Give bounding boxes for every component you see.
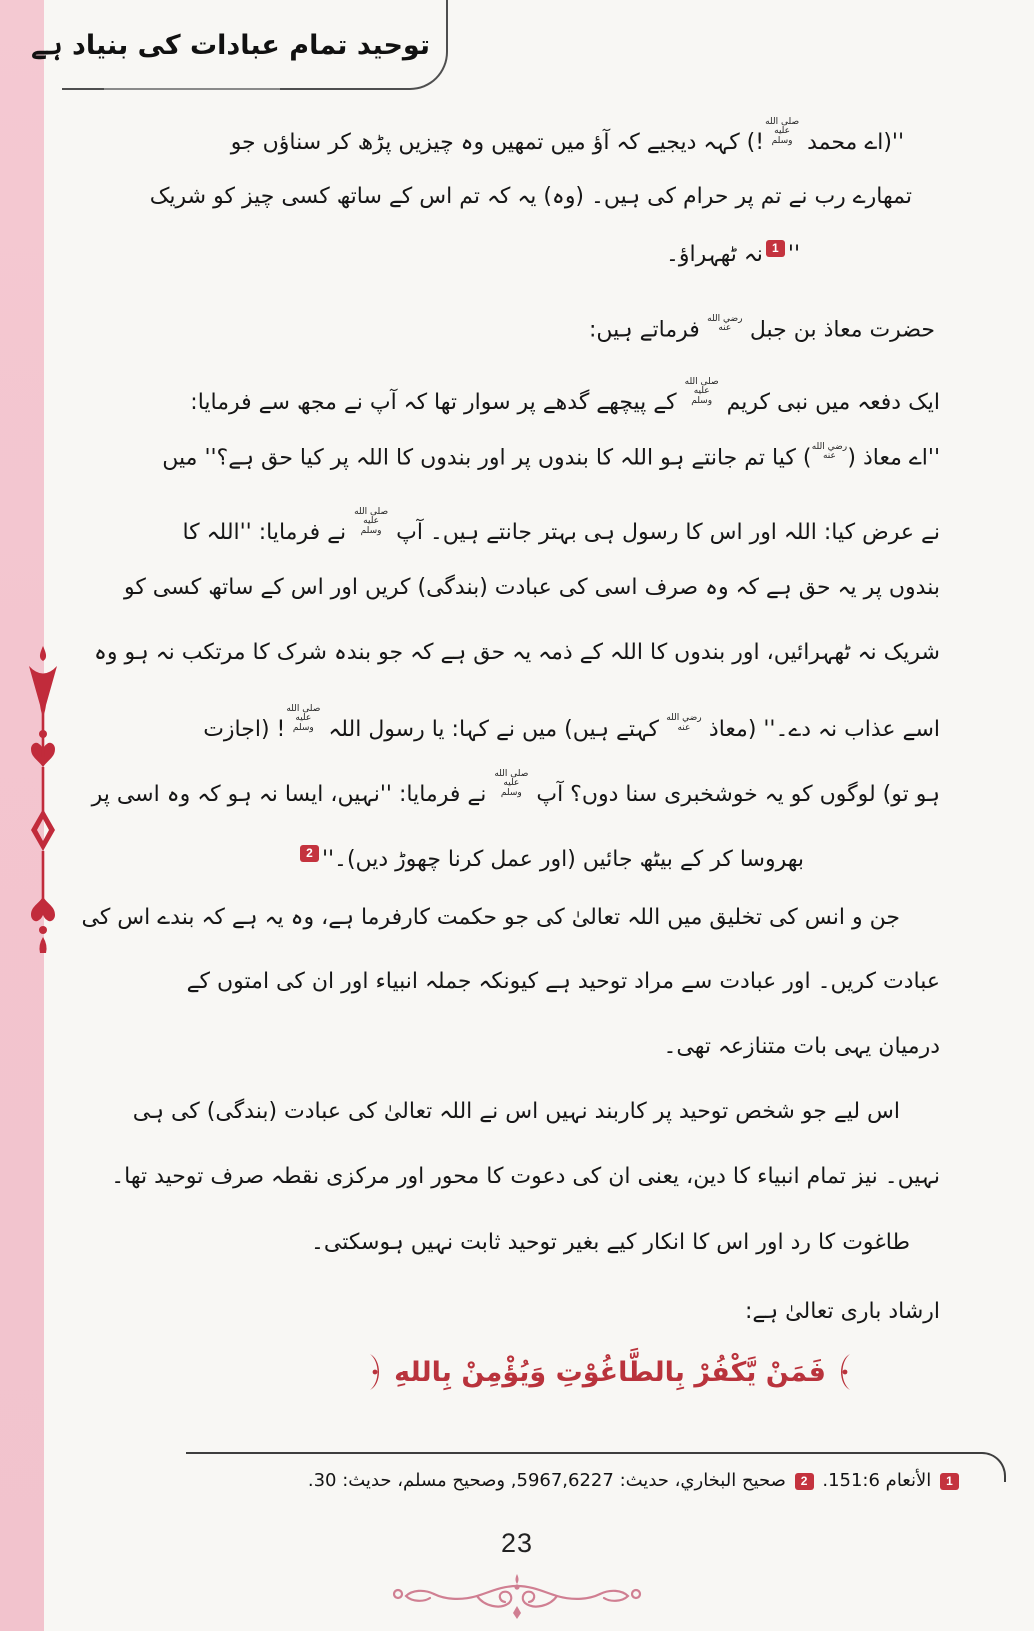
text-line [94,638,940,668]
text-segment: نے فرمایا: ''نہیں، ایسا نہ ہو کہ وہ اسی پر [91,781,494,807]
text-segment: تمھارے رب نے تم پر حرام کی ہیں۔ (وہ) یہ کہ تم اس کے ساتھ کسی چیز کو شریک [149,184,912,209]
ornate-bracket-open-icon [836,1352,854,1392]
text-line [664,1032,940,1062]
fleur-divider-icon [28,645,58,953]
text-segment: صحیح البخاري، حدیث: [613,1470,792,1491]
text-segment: , وصحیح مسلم، حدیث: [336,1470,517,1491]
reference-number: 5967,6227 [516,1470,614,1491]
honorific-mark: رضي الله عنه [666,713,702,733]
text-segment: ''اے معاذ ( [847,445,940,471]
text-line [203,705,940,745]
flourish-icon [382,1572,652,1620]
text-segment: عبادت کریں۔ اور عبادت سے مراد توحید ہے کیونکہ جملہ انبیاء اور ان کی امتوں کے [186,969,940,994]
footnote-marker-badge: 2 [795,1473,814,1490]
text-line [111,1162,940,1192]
text-segment: نے فرمایا: ''اللہ کا [182,519,354,545]
title-underline [104,88,280,90]
text-line [231,118,904,158]
text-line [133,1097,900,1127]
footnote-marker-badge: 2 [300,845,319,862]
text-segment: جن و انس کی تخلیق میں اللہ تعالیٰ کی جو حکمت کارفرما ہے، وہ یہ ہے کہ بندے اس کی [81,905,900,930]
text-line [666,240,800,270]
text-segment: ! (اجازت [203,716,286,742]
text-line [745,1297,940,1327]
text-segment: کے پیچھے گدھے پر سوار تھا کہ آپ نے مجھ سے فرمایا: [190,389,684,415]
honorific-mark: رضي الله عنه [811,442,848,462]
footnote-marker-badge: 1 [940,1473,959,1490]
text-segment: شریک نہ ٹھہرائیں، اور بندوں کا اللہ کے ذمہ یہ حق ہے کہ جو بندہ شرک کا مرتکب نہ ہو وہ [93,640,940,665]
text-segment: اس لیے جو شخص توحید پر کاربند نہیں اس نے اللہ تعالیٰ کی عبادت (بندگی) کی ہی [132,1099,900,1124]
text-segment: ) کیا تم جانتے ہو اللہ کا بندوں پر اور بندوں کا اللہ پر کیا حق ہے؟'' میں [162,445,812,471]
text-segment: نہیں۔ نیز تمام انبیاء کا دین، یعنی ان کی دعوت کا محور اور مرکزی نقطہ صرف توحید تھا۔ [111,1164,940,1189]
reference-number: 30 [313,1470,337,1491]
honorific-mark: صلى الله عليه وسلم [684,377,719,406]
page-number: 23 [500,1528,534,1558]
text-segment: حضرت معاذ بن جبل [742,317,935,343]
text-segment: اسے عذاب نہ دے۔'' (معاذ [701,716,940,742]
text-line [589,315,935,345]
text-segment: فرماتے ہیں: [588,317,707,343]
text-segment: ارشاد باری تعالیٰ ہے: [745,1299,940,1324]
text-line [92,770,940,810]
text-segment: !) کہہ دیجیے کہ آؤ میں تمھیں وہ چیزیں پڑھ کر سناؤں جو [230,129,765,155]
text-line [190,378,940,418]
text-segment: . [307,1470,314,1491]
text-line [311,1228,910,1258]
chapter-title: توحید تمام عبادات کی بنیاد ہے [31,30,430,61]
text-segment: بندوں پر یہ حق ہے کہ وہ صرف اسی کی عبادت (بندگی) کریں اور اس کے ساتھ کسی کو [123,575,940,600]
text-segment: درمیان یہی بات متنازعہ تھی۔ [663,1034,940,1059]
quran-verse [240,1352,980,1392]
text-segment: بھروسا کر کے بیٹھ جائیں (اور عمل کرنا چھوڑ دیں)۔'' [321,847,804,872]
text-line [182,508,940,548]
text-line [82,903,901,933]
honorific-mark: رضي الله عنه [707,314,743,334]
text-line [187,967,940,997]
text-segment: . [816,1470,829,1491]
text-segment: ایک دفعہ میں نبی کریم [719,389,940,415]
honorific-mark: صلى الله عليه وسلم [765,117,800,146]
text-line [297,845,804,875]
text-line [124,573,940,603]
honorific-mark: صلى الله عليه وسلم [354,507,389,536]
text-line [150,182,912,212]
text-segment: نے عرض کیا: اللہ اور اس کا رسول ہی بہتر جانتے ہیں۔ آپ [389,519,940,545]
text-segment: طاغوت کا رد اور اس کا انکار کیے بغیر توحید ثابت نہیں ہوسکتی۔ [311,1230,910,1255]
text-segment: ''(اے محمد [800,129,904,155]
text-segment: '' [787,242,800,267]
footnote-text [308,1470,962,1491]
text-segment: الأنعام [879,1470,937,1491]
text-line [162,443,940,473]
honorific-mark: صلى الله عليه وسلم [286,704,321,733]
text-segment: نہ ٹھہراؤ۔ [665,242,763,267]
ornate-bracket-close-icon [366,1352,384,1392]
text-segment: ہو تو) لوگوں کو یہ خوشخبری سنا دوں؟ آپ [529,781,940,807]
footnote-marker-badge: 1 [766,240,785,257]
honorific-mark: صلى الله عليه وسلم [494,769,529,798]
reference-number: 151:6 [828,1470,880,1491]
verse-text: فَمَنْ يَّكْفُرْ بِالطَّاغُوْتِ وَيُؤْمِنْ بِاللهِ [394,1356,826,1388]
text-segment: کہتے ہیں) میں نے کہا: یا رسول اللہ [321,716,666,742]
